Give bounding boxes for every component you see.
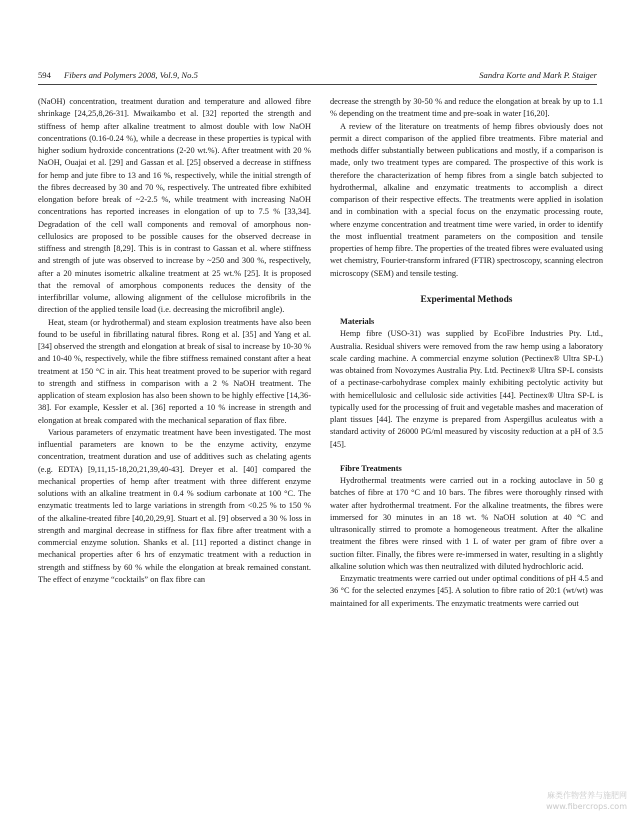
running-header — [38, 68, 597, 82]
paragraph: A review of the literature on treatments of hemp fibres obviously does not permit a direct comparison of the applied fibre treatments. Fibre material and methods differ substantially between publications and mostly, if a comparison is made, only two treatment types are compared. The prospective of this work is therefore the characterization of hemp fibres from a single batch subjected to hydrothermal, alkaline and enzymatic treatments to accomplish a direct comparison of their respective effects. The treatments were applied in isolation and in combination with a special focus on the enzymatic processing route, where enzyme concentration and treatment time were varied, in order to identify the most influential treatment parameters on the composition and tensile properties of hemp fibre. The properties of the treated fibres were evaluated using wet chemistry, Fourier-transform infrared (FTIR) spectroscopy, scanning electron microscopy (SEM) and tensile testing. — [330, 121, 603, 278]
page-number: 594 — [38, 70, 51, 80]
header-rule — [38, 84, 597, 85]
watermark — [487, 790, 627, 812]
subsection-heading-fibre-treatments: Fibre Treatments — [340, 463, 402, 473]
spacer — [330, 451, 603, 463]
left-column — [38, 96, 311, 586]
running-authors: Sandra Korte and Mark P. Staiger — [479, 70, 597, 80]
paragraph: Enzymatic treatments were carried out under optimal conditions of pH 4.5 and 36 °C for the selected enzymes [45]. A solution to fibre ratio of 20:1 (wt/wt) was maintained for all experiments. The enzymatic treatments were carried out — [330, 574, 603, 608]
section-title: Experimental Methods — [420, 294, 513, 305]
paragraph: Hemp fibre (USO-31) was supplied by EcoFibre Industries Pty. Ltd., Australia. Residual shivers were removed from the raw hemp using a laboratory scale carding machine. A commercial enzyme solution (Pectinex® Ultra SP-L) was obtained from Novozymes Australia Pty. Ltd. Pectinex® Ultra SP-L consists of a pectinase-carbohydrase complex mainly exhibiting pectolytic activity but with hemicellulosic and cellulosic side activities [44]. Pectinex® Ultra SP-L is typically used for the processing of fruit and vegetable mashes and maceration of plant tissues [44]. The enzyme is prepared from Aspergillus aculeatus with a standard activity of 26000 PG/ml measured by viscosity reduction at a pH of 3.5 [45]. — [330, 329, 603, 449]
journal-citation: Fibers and Polymers 2008, Vol.9, No.5 — [64, 70, 198, 80]
watermark-line: 麻类作物营养与施肥网 — [547, 791, 627, 800]
paragraph: Heat, steam (or hydrothermal) and steam explosion treatments have also been found to be useful in fibrillating natural fibres. Rong et al. [35] and Yang et al. [34] observed the strength and elongation at break of sisal to increase by 10-30 % and 10-40 %, respectively, while the fibre stiffness remained constant after a heat treatment at 150 °C in air. This heat treatment proved to be superior with regard to strength and stiffness in comparison with a 2 % NaOH treatment. The application of steam explosion has also been shown to be highly effective [14,36-38]. For example, Kessler et al. [36] reported a 10 % increase in strength and elongation at break compared with the mechanical separation of flax fibre. — [38, 317, 311, 425]
paragraph: (NaOH) concentration, treatment duration and temperature and allowed fibre shrinkage [24,25,8,26-31]. Mwaikambo et al. [32] reported the strength and stiffness of hemp after alkaline treatment to almost double with low NaOH concentrations (0.16-0.24 %), while a decrease in these properties is typical with higher sodium hydroxide concentrations (2-20 wt.%). After treatment with 20 % NaOH, Ouajai et al. [29] and Gassan et al. [25] observed a decrease in stiffness for hemp and jute fibre to 13 and 16 %, respectively, while the initial strength of the fibres decreased by 30 and 70 %, respectively. The untreated fibre exhibited elongation before break of ~2-2.5 %, while treatment with increasing NaOH concentrations has reported increases in elongation of up to 7.5 % [33,34]. Degradation of the cell wall components and removal of amorphous non-cellulosics are proposed to be possible causes for the observed decrease in stiffness and strength [8,29]. This is in contrast to Gassan et al. where stiffness and strength of jute was observed to increase by ~250 and 300 %, respectively, after a 20 minutes isometric alkaline treatment at 25 wt.% [25]. It is proposed that the removal of amorphous components reduces the density of the interfibrillar volume, allowing alignment of the cellulose microfibrils in the direction of the applied tensile load (i.e. decreasing the microfibril angle). — [38, 97, 311, 315]
watermark-url: www.fibercrops.com — [546, 802, 627, 811]
paragraph: decrease the strength by 30-50 % and reduce the elongation at break by up to 1.1 % depending on the treatment time and pre-soak in water [16,20]. — [330, 97, 603, 119]
paragraph: Hydrothermal treatments were carried out in a rocking autoclave in 50 g batches of fibre at 170 °C and 10 bars. The fibres were thoroughly rinsed with water after hydrothermal treatment. For the alkaline treatments, the fibres were immersed for 30 minutes in an 18 wt. % NaOH solution at 40 °C and ultrasonically stirred to promote a homogeneous treatment. After the alkaline treatment the fibres were rinsed with 1 L of water per gram of fibre over a suction filter. Finally, the fibres were re-immersed in water, resulting in a slightly alkaline solution which was then neutralized with diluted hydrochloric acid. — [330, 476, 603, 571]
right-column — [330, 96, 603, 610]
paragraph: Various parameters of enzymatic treatment have been investigated. The most influential parameters are known to be the enzyme activity, enzyme concentration, treatment duration and use of additives such as chelating agents (e.g. EDTA) [9,11,15-18,20,21,39,40-43]. Dreyer et al. [40] compared the mechanical properties of hemp after treatment with three different enzyme solutions with an alkaline treatment in 0.4 % sodium carbonate at 100 °C. The enzymatic treatments led to large variations in strength from <0.25 % to 150 % of the alkaline-treated fibre [40,20,29,9]. Stuart et al. [9] observed a 30 % loss in strength and marginal decrease in stiffness for flax fibre after treatment with a commercial enzyme solution. Shanks et al. [11] reported a distinct change in mechanical properties after 6 hrs of enzymatic treatment with a reduction in strength and stiffness by 60 % while the elongation at break remained constant. The effect of enzyme “cocktails” on flax fibre can — [38, 427, 311, 584]
subsection-heading-materials: Materials — [340, 317, 375, 326]
